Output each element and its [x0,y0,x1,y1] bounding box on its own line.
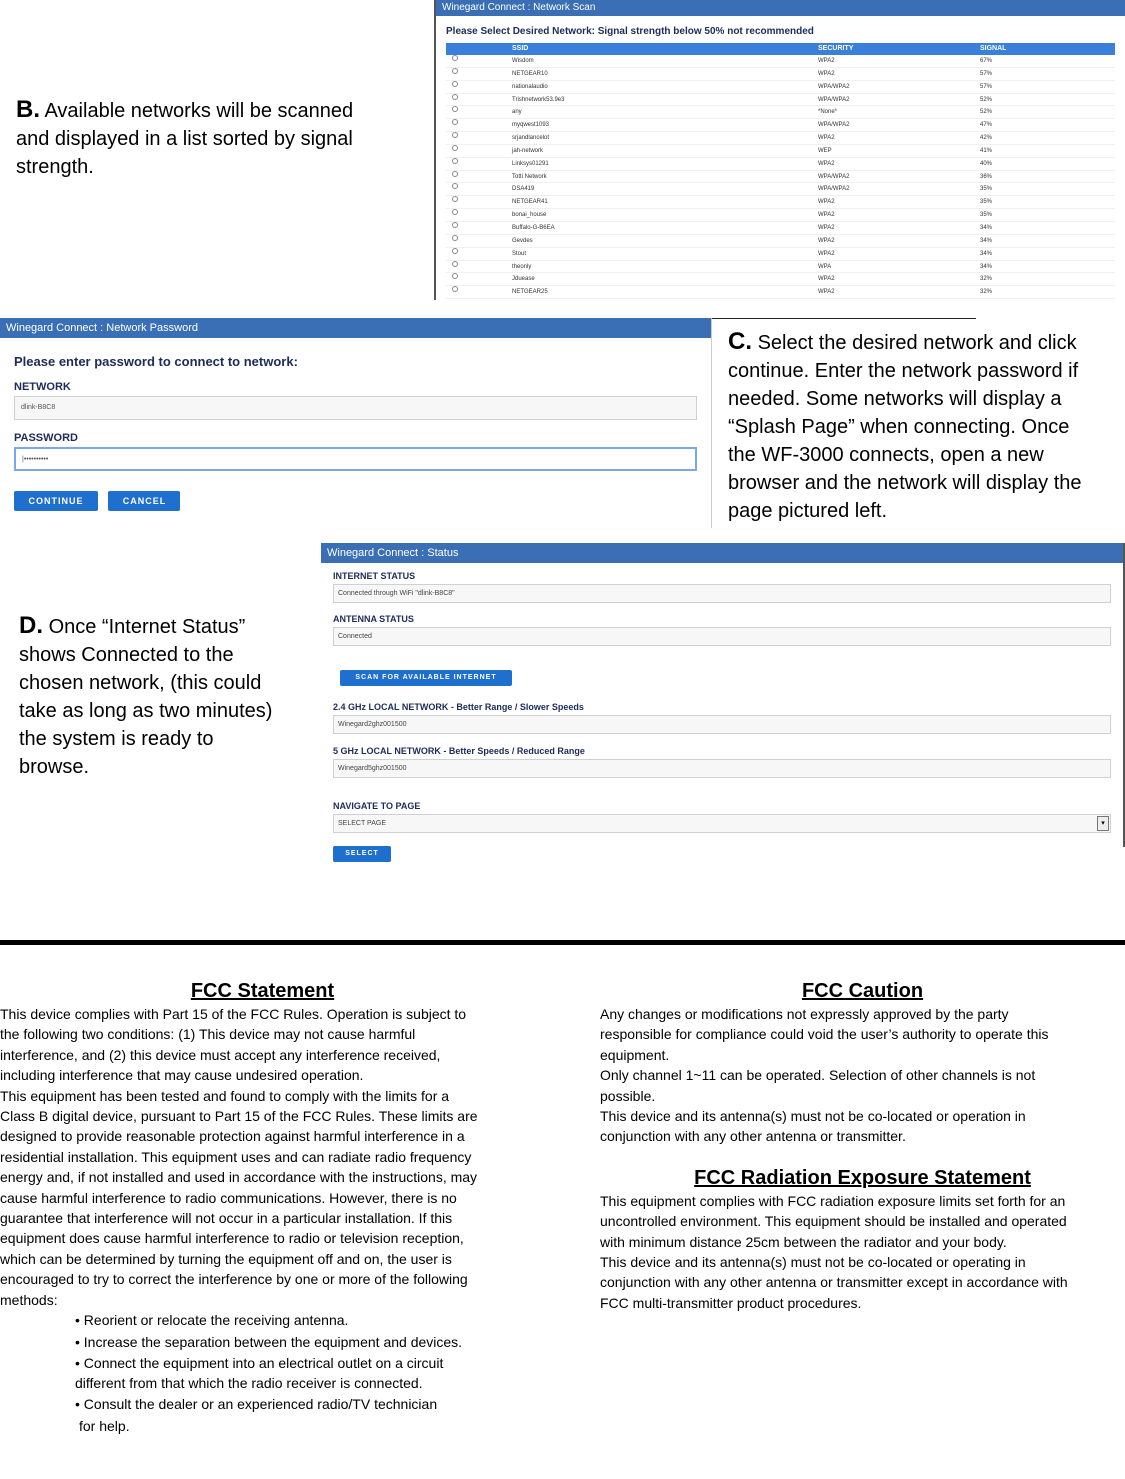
table-row[interactable] [446,248,1115,261]
cell-ssid: Gevdes [512,237,533,244]
cell-ssid: Totti Network [512,173,547,180]
cell-signal: 34% [980,237,993,244]
scan-table-body [436,55,1125,299]
cell-security: WPA2 [818,70,835,77]
caption-d-line: browse. [19,756,90,778]
cell-signal: 67% [980,58,993,64]
scan-internet-button[interactable]: SCAN FOR AVAILABLE INTERNET [340,670,512,686]
network-radio[interactable] [452,145,458,151]
cell-security: WPA2 [818,58,835,64]
cell-security: WPA/WPA2 [818,122,850,129]
cell-security: WPA2 [818,224,835,231]
caption-b-line: strength. [16,156,94,178]
table-row[interactable] [446,55,1115,68]
password-titlebar: Winegard Connect : Network Password [0,318,711,338]
cell-ssid: Jduease [512,276,535,283]
table-row[interactable] [446,158,1115,171]
caption-c-line: continue. Enter the network password if [728,360,1079,382]
internet-status-label: INTERNET STATUS [333,571,416,581]
fcc-radiation-line: FCC multi-transmitter product procedures. [600,1294,862,1311]
table-row[interactable] [446,119,1115,132]
navigate-select[interactable] [333,814,1111,833]
table-row[interactable] [446,81,1115,94]
network-field[interactable]: dlink-B8C8 [14,396,697,420]
cell-security: WPA2 [818,276,835,283]
cell-ssid: nationalaudio [512,83,548,90]
fcc-bullet [75,1353,530,1373]
table-row[interactable] [446,183,1115,196]
fcc-statement-line: Class B digital device, pursuant to Part 15 of the FCC Rules. These limits are [0,1108,478,1125]
cell-security: WPA/WPA2 [818,96,850,103]
navigate-select-value: SELECT PAGE [338,820,386,827]
network-24-field[interactable]: Winegard2ghz001500 [333,715,1111,734]
fcc-radiation-title: FCC Radiation Exposure Statement [694,1166,1031,1189]
antenna-status-field: Connected [333,627,1111,646]
cell-security: WPA2 [818,135,835,142]
network-radio[interactable] [452,222,458,228]
cell-signal: 34% [980,250,993,257]
cell-security: WPA/WPA2 [818,173,850,180]
cell-signal: 36% [980,173,993,180]
network-24-label: 2.4 GHz LOCAL NETWORK - Better Range / Slower Speeds [333,702,584,712]
scan-titlebar: Winegard Connect : Network Scan [436,0,1125,16]
cancel-button[interactable]: CANCEL [108,491,180,511]
cell-signal: 52% [980,109,993,116]
fcc-caution-line: This device and its antenna(s) must not be co-located or operation in [600,1108,1026,1125]
fcc-statement [0,980,530,1437]
password-field[interactable]: |•••••••••• [14,447,697,471]
password-label: PASSWORD [14,432,78,444]
fcc-statement-title: FCC Statement [190,980,335,1002]
section-divider [0,940,1125,945]
caption-c-line: “Splash Page” when connecting. Once [728,416,1070,438]
cell-security: WPA/WPA2 [818,83,850,90]
fcc-bullet [75,1332,530,1352]
caption-b-line: Available networks will be scanned [44,100,354,122]
cell-security: WEP [818,147,832,154]
fcc-statement-line: encouraged to try to correct the interference by one or more of the following [0,1271,468,1288]
caption-d-line: take as long as two minutes) [19,700,273,722]
caption-d-line: chosen network, (this could [19,672,262,694]
fcc-statement-line: interference, and (2) this device must accept any interference received, [0,1046,441,1063]
table-row[interactable] [446,106,1115,119]
caption-d-line: the system is ready to [19,728,214,750]
fcc-radiation-line: This equipment complies with FCC radiation exposure limits set forth for an [600,1192,1066,1209]
caption-c-line: needed. Some networks will display a [728,388,1062,410]
caption-d [19,612,309,781]
network-radio[interactable] [452,171,458,177]
col-signal: SIGNAL [980,45,1007,52]
network-radio[interactable] [452,94,458,100]
caption-c-letter: C. [728,328,752,355]
chevron-down-icon[interactable]: ▾ [1097,816,1109,831]
navigate-label: NAVIGATE TO PAGE [333,801,421,811]
fcc-statement-line: This equipment has been tested and found to comply with the limits for a [0,1087,450,1104]
cell-signal: 35% [980,199,993,206]
caption-c-line: browser and the network will display the [728,472,1082,494]
network-radio[interactable] [452,261,458,267]
continue-button[interactable]: CONTINUE [14,491,98,511]
fcc-statement-line: methods: [0,1291,58,1308]
select-button[interactable]: SELECT [333,846,391,862]
status-titlebar: Winegard Connect : Status [321,543,1123,563]
fcc-radiation-line: uncontrolled environment. This equipment should be installed and operated [600,1213,1067,1230]
network-radio[interactable] [452,286,458,292]
network-label: NETWORK [14,381,71,393]
cell-ssid: NETGEAR10 [512,70,548,77]
cell-signal: 40% [980,160,993,167]
network-radio[interactable] [452,209,458,215]
table-row[interactable] [446,273,1115,286]
caption-c [728,328,1120,522]
fcc-statement-line: the following two conditions: (1) This device may not cause harmful [0,1026,416,1043]
table-row[interactable] [446,171,1115,184]
cell-signal: 42% [980,135,993,142]
cell-ssid: Trishnetwork53.9e3 [512,96,565,103]
cell-ssid: srjandlancelot [512,135,550,142]
table-row[interactable] [446,145,1115,158]
network-radio[interactable] [452,119,458,125]
fcc-caution-line: responsible for compliance could void the user’s authority to operate this [600,1026,1049,1043]
cell-ssid: bonai_house [512,212,547,219]
password-heading: Please enter password to connect to network: [14,354,298,369]
fcc-radiation-line: This device and its antenna(s) must not be co-located or operating in [600,1254,1026,1271]
fcc-statement-line: guarantee that interference will not occur in a particular installation. If this [0,1210,453,1227]
cell-ssid: myqwest1093 [512,122,550,129]
caption-b-line: and displayed in a list sorted by signal [16,128,353,150]
network-radio[interactable] [452,248,458,254]
cell-ssid: NETGEAR25 [512,289,548,296]
fcc-caution-line: equipment. [600,1046,670,1063]
cell-security: WPA [818,263,832,270]
fcc-bullet-text: Increase the separation between the equipment and devices. [83,1333,463,1350]
internet-status-field: Connected through WiFi "dlink-B8C8" [333,584,1111,603]
scan-heading: Please Select Desired Network: Signal strength below 50% not recommended [446,26,814,37]
cell-signal: 35% [980,212,993,219]
caption-d-line: shows Connected to the [19,644,234,666]
cell-security: WPA2 [818,199,835,206]
table-row[interactable] [446,196,1115,209]
network-radio[interactable] [452,196,458,202]
fcc-caution-line: Any changes or modifications not expressly approved by the party [600,1006,1009,1022]
network-radio[interactable] [452,81,458,87]
network-radio[interactable] [452,68,458,74]
fcc-radiation-line: with minimum distance 25cm between the radiator and your body. [600,1233,1007,1250]
cell-ssid: any [512,109,522,116]
fcc-statement-line: residential installation. This equipment uses and can radiate radio frequency [0,1148,472,1165]
fcc-caution-line: Only channel 1~11 can be operated. Selection of other channels is not [600,1067,1036,1084]
status-screenshot [321,543,1125,857]
cell-signal: 57% [980,70,993,77]
network-5-field[interactable]: Winegard5ghz001500 [333,759,1111,778]
caption-c-line: the WF-3000 connects, open a new [728,444,1044,466]
cell-signal: 41% [980,147,993,154]
caption-c-line: Select the desired network and click [757,332,1077,354]
cell-security: WPA/WPA2 [818,186,850,193]
fcc-bullet-cont: for help. [79,1418,130,1435]
cell-ssid: jah-network [512,147,544,154]
caption-d-letter: D. [19,612,43,639]
cell-ssid: Buffalo-G-B6EA [512,224,555,231]
fcc-statement-line: including interference that may cause undesired operation. [0,1067,364,1084]
fcc-caution-line: possible. [600,1087,656,1104]
col-ssid: SSID [512,45,529,52]
fcc-statement-line: designed to provide reasonable protection against harmful interference in a [0,1128,465,1145]
cell-signal: 34% [980,263,993,270]
cell-signal: 52% [980,96,993,103]
cell-signal: 32% [980,289,993,296]
network-5-label: 5 GHz LOCAL NETWORK - Better Speeds / Reduced Range [333,746,585,756]
divider-line [712,318,976,319]
network-radio[interactable] [452,183,458,189]
fcc-caution [600,980,1125,1313]
cell-ssid: Wisdom [512,58,534,64]
cell-ssid: Linksys01291 [512,160,549,167]
fcc-statement-line: cause harmful interference to radio communications. However, there is no [0,1189,457,1206]
cell-security: WPA2 [818,160,835,167]
fcc-statement-line: equipment does cause harmful interference to radio or television reception, [0,1230,464,1247]
cell-signal: 32% [980,276,993,283]
cell-signal: 34% [980,224,993,231]
cell-signal: 35% [980,186,993,193]
network-radio[interactable] [452,132,458,138]
cell-signal: 57% [980,83,993,90]
cell-ssid: NETGEAR41 [512,199,548,206]
table-row[interactable] [446,209,1115,222]
caption-d-line: Once “Internet Status” [48,616,246,638]
antenna-status-label: ANTENNA STATUS [333,614,414,624]
fcc-bullet [75,1394,530,1414]
network-radio[interactable] [452,158,458,164]
caption-c-line: page pictured left. [728,500,887,522]
caption-b-letter: B. [16,96,40,123]
network-password-screenshot [0,318,712,528]
network-radio[interactable] [452,235,458,241]
table-row[interactable] [446,68,1115,81]
fcc-bullet-text: Reorient or relocate the receiving antenna. [83,1312,349,1329]
caption-b [16,96,416,181]
network-scan-screenshot [434,0,1125,300]
fcc-caution-line: conjunction with any other antenna or transmitter. [600,1128,906,1145]
network-radio[interactable] [452,55,458,61]
cell-security: WPA2 [818,212,835,219]
table-row[interactable] [446,261,1115,274]
network-radio[interactable] [452,106,458,112]
cell-ssid: Stout [512,250,527,257]
fcc-bullet-cont: different from that which the radio receiver is connected. [75,1375,423,1392]
cell-ssid: theonly [512,263,532,270]
table-row[interactable] [446,235,1115,248]
scan-table-header [446,43,1115,55]
fcc-statement-line: energy and, if not installed and used in accordance with the instructions, may [0,1169,478,1186]
cell-security: WPA2 [818,237,835,244]
table-row[interactable] [446,132,1115,145]
cell-ssid: DSA419 [512,186,535,193]
cell-security: WPA2 [818,289,835,296]
fcc-bullet [75,1310,530,1330]
cell-signal: 47% [980,122,993,129]
cell-security: WPA2 [818,250,835,257]
fcc-radiation-line: conjunction with any other antenna or transmitter except in accordance with [600,1274,1068,1291]
fcc-statement-line: which can be determined by turning the equipment off and on, the user is [0,1250,452,1267]
fcc-bullet-text: Consult the dealer or an experienced radio/TV technician [83,1395,438,1412]
table-row[interactable] [446,286,1115,299]
fcc-statement-line: This device complies with Part 15 of the FCC Rules. Operation is subject to [0,1006,467,1022]
network-radio[interactable] [452,273,458,279]
table-row[interactable] [446,94,1115,107]
table-row[interactable] [446,222,1115,235]
fcc-caution-title: FCC Caution [801,980,924,1002]
fcc-bullet-text: Connect the equipment into an electrical outlet on a circuit [83,1354,444,1371]
col-security: SECURITY [818,45,854,52]
cell-security: *None* [818,109,838,116]
